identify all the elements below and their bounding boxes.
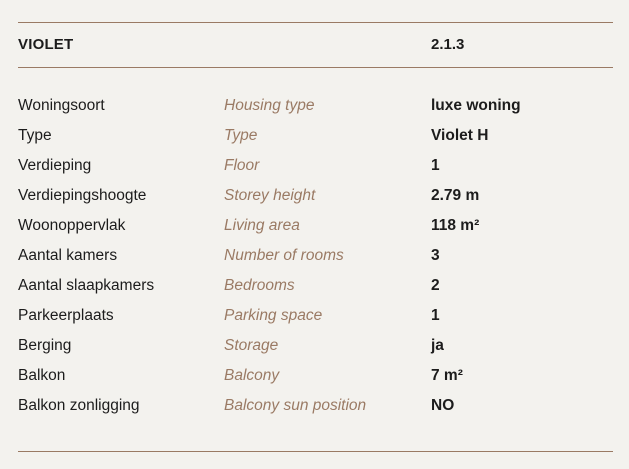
spec-label-dutch: Berging bbox=[18, 337, 72, 354]
spec-value: ja bbox=[431, 337, 444, 354]
spec-row-balcony bbox=[18, 366, 613, 396]
spec-label-english: Number of rooms bbox=[224, 247, 344, 264]
spec-header bbox=[18, 36, 613, 56]
spec-label-dutch: Balkon zonligging bbox=[18, 397, 140, 414]
spec-row-balcony-sun-position bbox=[18, 396, 613, 426]
spec-label-english: Floor bbox=[224, 157, 260, 174]
spec-value: 1 bbox=[431, 307, 440, 324]
spec-label-dutch: Verdieping bbox=[18, 157, 92, 174]
spec-row-floor bbox=[18, 156, 613, 186]
spec-label-english: Bedrooms bbox=[224, 277, 295, 294]
spec-value: luxe woning bbox=[431, 97, 521, 114]
spec-label-english: Storage bbox=[224, 337, 279, 354]
spec-value: Violet H bbox=[431, 127, 489, 144]
bottom-divider bbox=[18, 451, 613, 452]
spec-label-dutch: Balkon bbox=[18, 367, 66, 384]
spec-label-dutch: Woningsoort bbox=[18, 97, 105, 114]
spec-value: NO bbox=[431, 397, 455, 414]
spec-value: 1 bbox=[431, 157, 440, 174]
spec-row-number-of-rooms bbox=[18, 246, 613, 276]
top-divider bbox=[18, 22, 613, 23]
spec-label-dutch: Type bbox=[18, 127, 52, 144]
spec-label-dutch: Aantal kamers bbox=[18, 247, 118, 264]
spec-row-housing-type bbox=[18, 96, 613, 126]
spec-label-english: Balcony sun position bbox=[224, 397, 367, 414]
spec-label-dutch: Aantal slaapkamers bbox=[18, 277, 155, 294]
spec-row-type bbox=[18, 126, 613, 156]
unit-name: VIOLET bbox=[18, 36, 74, 53]
spec-label-dutch: Woonoppervlak bbox=[18, 217, 126, 234]
unit-code: 2.1.3 bbox=[431, 36, 465, 53]
spec-label-english: Balcony bbox=[224, 367, 280, 384]
spec-value: 3 bbox=[431, 247, 440, 264]
spec-label-english: Parking space bbox=[224, 307, 323, 324]
spec-label-dutch: Parkeerplaats bbox=[18, 307, 114, 324]
spec-value: 7 m² bbox=[431, 367, 463, 384]
spec-row-storage bbox=[18, 336, 613, 366]
spec-row-storey-height bbox=[18, 186, 613, 216]
spec-table bbox=[18, 96, 613, 426]
spec-row-parking-space bbox=[18, 306, 613, 336]
spec-label-english: Living area bbox=[224, 217, 300, 234]
spec-row-bedrooms bbox=[18, 276, 613, 306]
spec-value: 2 bbox=[431, 277, 440, 294]
header-divider bbox=[18, 67, 613, 68]
spec-row-living-area bbox=[18, 216, 613, 246]
spec-value: 118 m² bbox=[431, 217, 480, 234]
spec-label-english: Type bbox=[224, 127, 258, 144]
spec-label-english: Housing type bbox=[224, 97, 315, 114]
spec-label-english: Storey height bbox=[224, 187, 316, 204]
spec-label-dutch: Verdiepingshoogte bbox=[18, 187, 147, 204]
spec-value: 2.79 m bbox=[431, 187, 480, 204]
